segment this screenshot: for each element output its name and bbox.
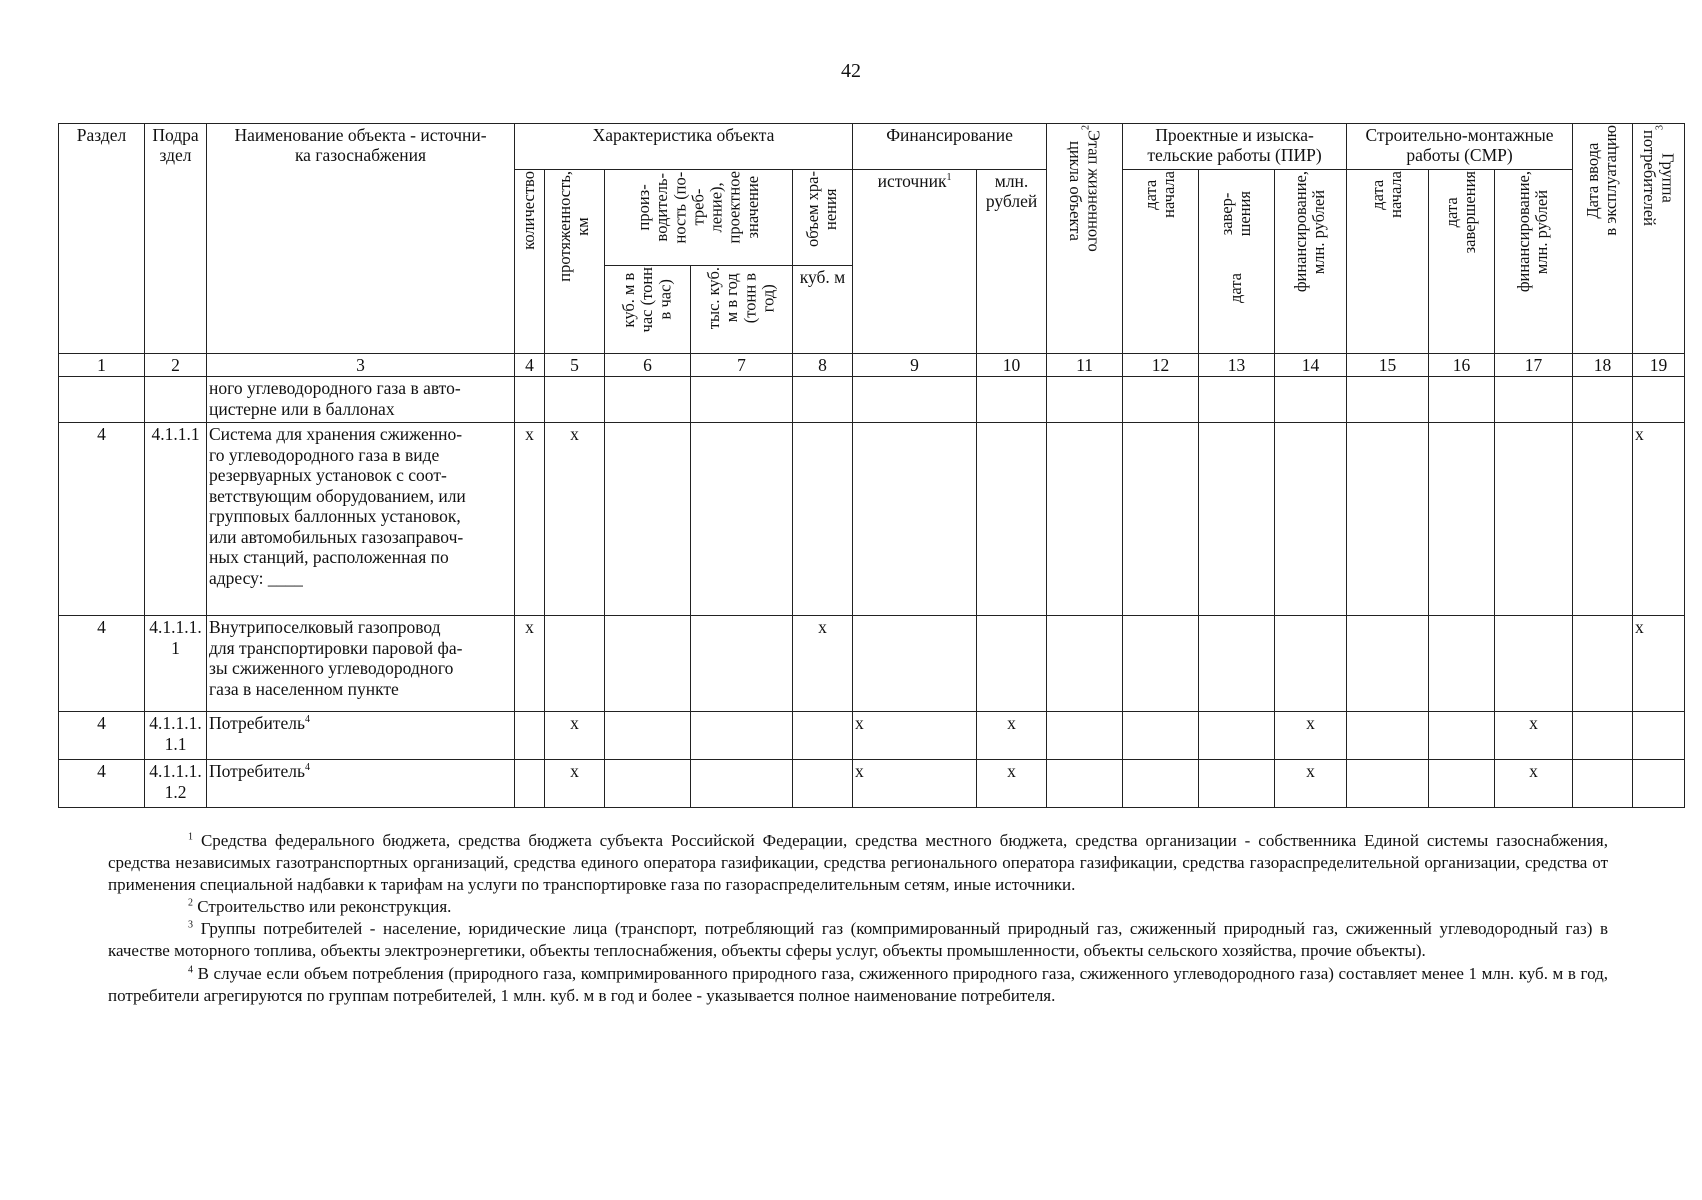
cell-object-name: Потребитель$^4$ xyxy=(207,712,515,760)
cell-storage: x xyxy=(793,616,853,712)
cell-stage xyxy=(1047,377,1123,423)
cell-smr-financing: x xyxy=(1495,712,1573,760)
cell-commissioning xyxy=(1573,712,1633,760)
col-number: 19 xyxy=(1633,354,1685,377)
header-unit-storage: куб. м xyxy=(793,266,853,354)
cell-smr-end xyxy=(1429,712,1495,760)
table-row xyxy=(59,712,1685,760)
cell-podrazdel xyxy=(145,377,207,423)
header-razdel: Раздел xyxy=(59,124,145,354)
cell-podrazdel: 4.1.1.1. 1.1 xyxy=(145,712,207,760)
cell-quantity xyxy=(515,760,545,808)
header-unit-per-hour: куб. м в час (тонн в час) xyxy=(605,266,691,354)
header-pir-financing: финансирование, млн. рублей xyxy=(1275,170,1347,354)
cell-podrazdel: 4.1.1.1. 1.2 xyxy=(145,760,207,808)
cell-object-name: Система для хранения сжиженно- го углеводородного газа в виде резервуарных установок с соот- ветствующим оборудованием, или групповых баллонных установок, или автомобильных газозаправоч- ных станций, расположенная по адресу: ____ xyxy=(207,423,515,616)
cell-group xyxy=(1633,712,1685,760)
cell-smr-start xyxy=(1347,616,1429,712)
col-number: 14 xyxy=(1275,354,1347,377)
header-smr: Строительно-монтажные работы (СМР) xyxy=(1347,124,1573,170)
cell-smr-start xyxy=(1347,423,1429,616)
header-commissioning-date: Дата ввода в эксплуатацию xyxy=(1573,124,1633,354)
col-number: 12 xyxy=(1123,354,1199,377)
header-smr-financing: финансирование, млн. рублей xyxy=(1495,170,1573,354)
cell-quantity xyxy=(515,377,545,423)
header-characteristic: Характеристика объекта xyxy=(515,124,853,170)
col-number: 16 xyxy=(1429,354,1495,377)
col-number: 9 xyxy=(853,354,977,377)
cell-group xyxy=(1633,377,1685,423)
cell-quantity: x xyxy=(515,616,545,712)
col-number: 1 xyxy=(59,354,145,377)
col-number: 13 xyxy=(1199,354,1275,377)
header-mln-rub: млн. рублей xyxy=(977,170,1047,354)
cell-commissioning xyxy=(1573,377,1633,423)
cell-quantity: x xyxy=(515,423,545,616)
cell-smr-financing xyxy=(1495,377,1573,423)
header-podrazdel: Подра здел xyxy=(145,124,207,354)
cell-pir-start xyxy=(1123,712,1199,760)
cell-smr-end xyxy=(1429,377,1495,423)
cell-length xyxy=(545,377,605,423)
cell-per-hour xyxy=(605,616,691,712)
cell-source xyxy=(853,377,977,423)
footnote: $^1$ Средства федерального бюджета, средства бюджета субъекта Российской Федерации, средства местного бюджета, средства организации - собственника Единой системы газоснабжения, средства независимых газотранспортных организаций, средства единого оператора газификации, средства регионального оператора газификации, средства газораспределительной организации, средства от применения специальной надбавки к тарифам на услуги по транспортировке газа по газораспределительным сетям, иные источники. xyxy=(108,831,1609,895)
footnote: $^2$ Строительство или реконструкция. xyxy=(188,897,452,917)
cell-podrazdel: 4.1.1.1 xyxy=(145,423,207,616)
cell-per-year xyxy=(691,423,793,616)
col-number: 15 xyxy=(1347,354,1429,377)
footnote: $^3$ Группы потребителей - население, юридические лица (транспорт, потребляющий газ (компримированный природный газ, сжиженный природный газ, сжиженный углеводородный газ) в качестве моторного топлива, объекты электроэнергетики, объекты теплоснабжения, объекты сферы услуг, объекты промышленности, объекты сельского хозяйства, прочие объекты). xyxy=(108,919,1609,961)
cell-razdel: 4 xyxy=(59,616,145,712)
cell-mln-rub xyxy=(977,616,1047,712)
cell-per-year xyxy=(691,760,793,808)
cell-smr-end xyxy=(1429,760,1495,808)
col-number: 4 xyxy=(515,354,545,377)
header-pir: Проектные и изыска- тельские работы (ПИР) xyxy=(1123,124,1347,170)
header-pir-date-end: завер- шения дата xyxy=(1199,170,1275,354)
cell-commissioning xyxy=(1573,616,1633,712)
header-quantity: количество xyxy=(515,170,545,354)
cell-pir-end xyxy=(1199,616,1275,712)
header-unit-per-year: тыс. куб. м в год (тонн в год) xyxy=(691,266,793,354)
cell-razdel: 4 xyxy=(59,760,145,808)
cell-smr-end xyxy=(1429,423,1495,616)
header-object-name: Наименование объекта - источни- ка газоснабжения xyxy=(207,124,515,354)
cell-pir-end xyxy=(1199,760,1275,808)
cell-commissioning xyxy=(1573,423,1633,616)
cell-pir-financing: x xyxy=(1275,760,1347,808)
cell-mln-rub xyxy=(977,377,1047,423)
col-number: 17 xyxy=(1495,354,1573,377)
cell-pir-financing: x xyxy=(1275,712,1347,760)
cell-source xyxy=(853,616,977,712)
cell-pir-financing xyxy=(1275,616,1347,712)
cell-pir-start xyxy=(1123,423,1199,616)
cell-length: x xyxy=(545,423,605,616)
cell-smr-financing xyxy=(1495,616,1573,712)
cell-length: x xyxy=(545,712,605,760)
cell-per-year xyxy=(691,377,793,423)
cell-per-year xyxy=(691,616,793,712)
cell-per-year xyxy=(691,712,793,760)
cell-storage xyxy=(793,712,853,760)
cell-mln-rub xyxy=(977,423,1047,616)
gas-supply-table xyxy=(58,123,1685,808)
col-number: 3 xyxy=(207,354,515,377)
cell-per-hour xyxy=(605,712,691,760)
cell-per-hour xyxy=(605,760,691,808)
table-row xyxy=(59,616,1685,712)
cell-mln-rub: x xyxy=(977,712,1047,760)
column-number-row xyxy=(59,354,1685,377)
cell-pir-end xyxy=(1199,712,1275,760)
header-consumer-group: Группа потребителей$^3$ xyxy=(1633,124,1685,354)
header-lifecycle-stage: Этап жизненного цикла объекта$^2$ xyxy=(1047,124,1123,354)
cell-group xyxy=(1633,760,1685,808)
cell-pir-financing xyxy=(1275,423,1347,616)
cell-storage xyxy=(793,760,853,808)
cell-length: x xyxy=(545,760,605,808)
footnote: $^4$ В случае если объем потребления (природного газа, компримированного природного газа, сжиженного природного газа, сжиженного углеводородного газа) составляет менее 1 млн. куб. м в год, потребители агрегируются по группам потребителей, 1 млн. куб. м в год и более - указывается полное наименование потребителя. xyxy=(108,963,1608,1005)
col-number: 8 xyxy=(793,354,853,377)
table-row xyxy=(59,760,1685,808)
cell-commissioning xyxy=(1573,760,1633,808)
col-number: 18 xyxy=(1573,354,1633,377)
cell-pir-financing xyxy=(1275,377,1347,423)
header-smr-date-start: дата начала xyxy=(1347,170,1429,354)
cell-smr-start xyxy=(1347,760,1429,808)
cell-pir-end xyxy=(1199,423,1275,616)
table-row xyxy=(59,423,1685,616)
footnotes xyxy=(108,830,1608,1007)
cell-group: x xyxy=(1633,423,1685,616)
col-number: 10 xyxy=(977,354,1047,377)
header-row-1 xyxy=(59,124,1685,170)
cell-quantity xyxy=(515,712,545,760)
col-number: 6 xyxy=(605,354,691,377)
header-source: источник$^1$ xyxy=(853,170,977,354)
cell-mln-rub: x xyxy=(977,760,1047,808)
cell-storage xyxy=(793,423,853,616)
cell-smr-financing: x xyxy=(1495,760,1573,808)
header-smr-date-end: дата завершения xyxy=(1429,170,1495,354)
cell-stage xyxy=(1047,616,1123,712)
table-row xyxy=(59,377,1685,423)
cell-pir-start xyxy=(1123,760,1199,808)
cell-smr-start xyxy=(1347,712,1429,760)
header-length: протяженность, км xyxy=(545,170,605,354)
cell-stage xyxy=(1047,760,1123,808)
col-number: 2 xyxy=(145,354,207,377)
col-number: 7 xyxy=(691,354,793,377)
col-number: 11 xyxy=(1047,354,1123,377)
cell-source: x xyxy=(853,712,977,760)
header-pir-date-start: дата начала xyxy=(1123,170,1199,354)
cell-stage xyxy=(1047,423,1123,616)
cell-pir-start xyxy=(1123,616,1199,712)
cell-object-name: Внутрипоселковый газопровод для транспортировки паровой фа- зы сжиженного углеводородного газа в населенном пункте xyxy=(207,616,515,712)
cell-source xyxy=(853,423,977,616)
cell-pir-end xyxy=(1199,377,1275,423)
header-financing: Финансирование xyxy=(853,124,1047,170)
header-productivity: произ- водитель- ность (по- треб- ление), проектное значение xyxy=(605,170,793,266)
cell-razdel: 4 xyxy=(59,712,145,760)
page-number: 42 xyxy=(841,60,861,82)
cell-smr-financing xyxy=(1495,423,1573,616)
header-storage-volume: объем хра- нения xyxy=(793,170,853,266)
cell-smr-start xyxy=(1347,377,1429,423)
col-number: 5 xyxy=(545,354,605,377)
cell-object-name: Потребитель$^4$ xyxy=(207,760,515,808)
cell-group: x xyxy=(1633,616,1685,712)
cell-smr-end xyxy=(1429,616,1495,712)
cell-storage xyxy=(793,377,853,423)
cell-object-name: ного углеводородного газа в авто- цистерне или в баллонах xyxy=(207,377,515,423)
cell-per-hour xyxy=(605,377,691,423)
cell-length xyxy=(545,616,605,712)
cell-podrazdel: 4.1.1.1. 1 xyxy=(145,616,207,712)
cell-per-hour xyxy=(605,423,691,616)
cell-source: x xyxy=(853,760,977,808)
cell-stage xyxy=(1047,712,1123,760)
cell-razdel: 4 xyxy=(59,423,145,616)
cell-pir-start xyxy=(1123,377,1199,423)
cell-razdel xyxy=(59,377,145,423)
